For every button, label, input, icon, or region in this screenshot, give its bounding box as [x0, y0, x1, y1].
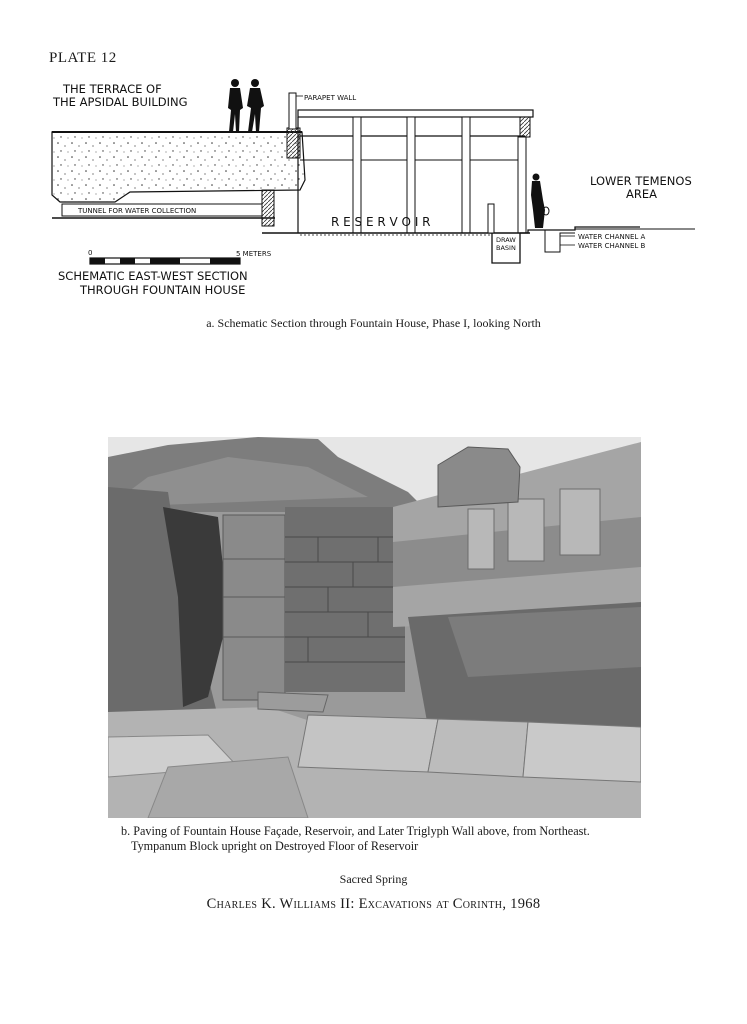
section-title-1: SCHEMATIC EAST-WEST SECTION [58, 269, 248, 283]
parapet-label: PARAPET WALL [304, 94, 357, 102]
terrace-label-1: THE TERRACE OF [63, 82, 162, 96]
lower-temenos-label-2: AREA [626, 187, 657, 201]
terrace-label-2: THE APSIDAL BUILDING [53, 95, 188, 109]
parapet-wall [289, 93, 296, 129]
section-heading: Sacred Spring [339, 872, 408, 886]
scale-bar [90, 258, 240, 264]
reservoir-label: R E S E R V O I R [331, 215, 431, 229]
caption-b [121, 824, 651, 854]
lower-temenos-label-1: LOWER TEMENOS [590, 174, 692, 188]
publication-credit: Charles K. Williams II: Excavations at Corinth, 1968 [206, 896, 541, 912]
scale-zero-label: 0 [88, 249, 93, 257]
terrace-wall-base [262, 190, 274, 226]
draw-basin-label-1: DRAW [496, 236, 516, 244]
caption-a: a. Schematic Section through Fountain House, Phase I, looking North [206, 316, 541, 330]
tunnel-label: TUNNEL FOR WATER COLLECTION [78, 207, 197, 215]
section-title-2: THROUGH FOUNTAIN HOUSE [80, 283, 246, 297]
water-channel-a-label: WATER CHANNEL A [578, 233, 646, 241]
scale-end-label: 5 METERS [236, 250, 272, 258]
water-channel-b-label: WATER CHANNEL B [578, 242, 646, 250]
caption-b-line-2: Tympanum Block upright on Destroyed Floor of Reservoir [131, 839, 419, 853]
excavation-photograph [108, 437, 641, 818]
section-diagram [0, 70, 747, 310]
plate-number: PLATE 12 [49, 50, 117, 66]
caption-b-line-1: b. Paving of Fountain House Façade, Reservoir, and Later Triglyph Wall above, from Northeast. [121, 824, 590, 838]
draw-basin-label-2: BASIN [496, 244, 516, 252]
